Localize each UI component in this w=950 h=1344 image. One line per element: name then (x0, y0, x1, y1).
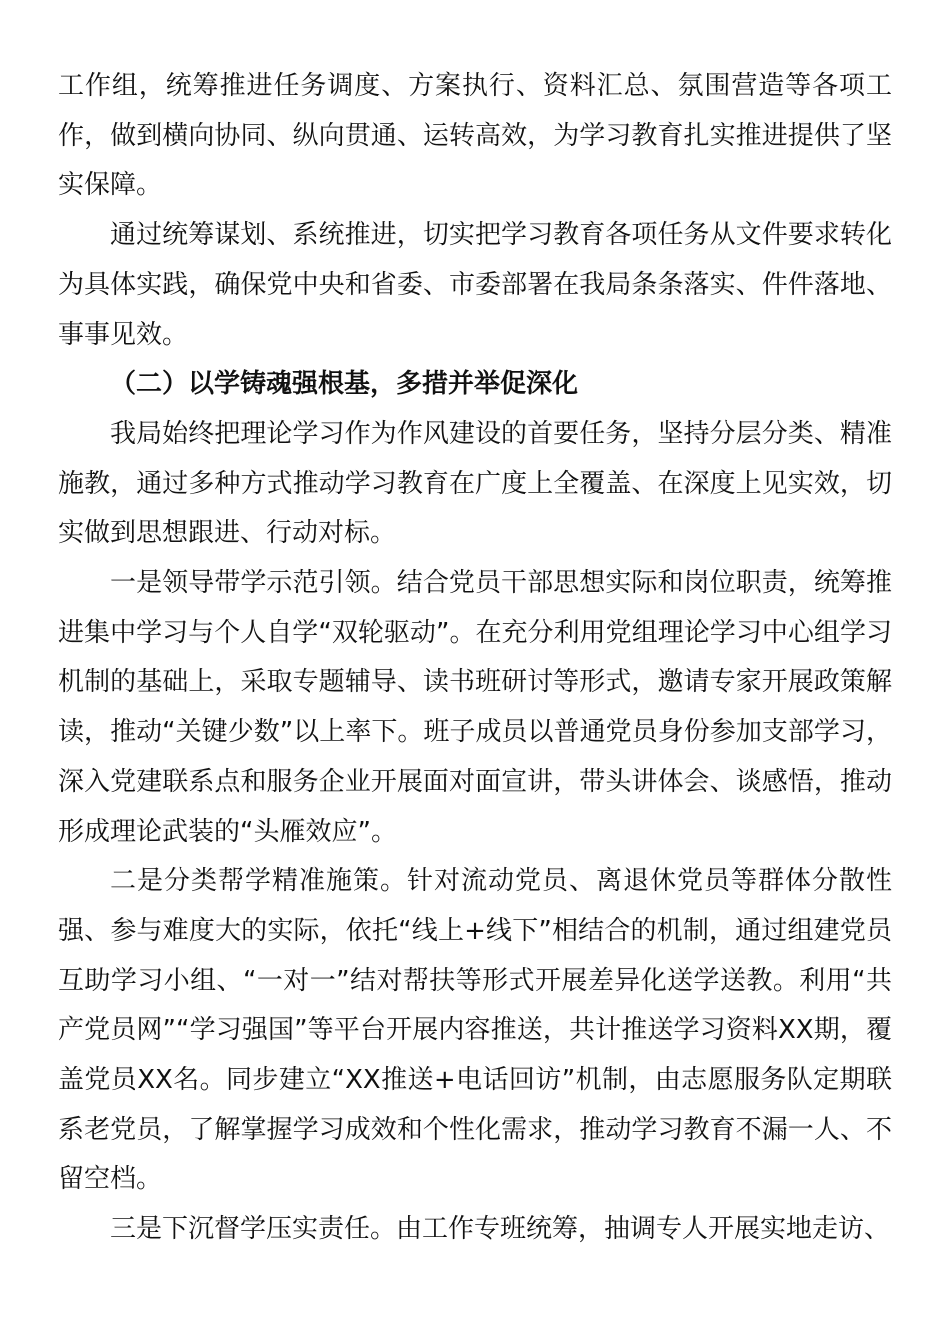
document-body (58, 62, 892, 1255)
paragraph-point-two: 二是分类帮学精准施策。针对流动党员、离退休党员等群体分散性强、参与难度大的实际，依托“线上+线下”相结合的机制，通过组建党员互助学习小组、“一对一”结对帮扶等形式开展差异化送学送教。利用“共产党员网”“学习强国”等平台开展内容推送，共计推送学习资料XX期，覆盖党员XX名。同步建立“XX推送+电话回访”机制，由志愿服务队定期联系老党员，了解掌握学习成效和个性化需求，推动学习教育不漏一人、不留空档。 (58, 866, 892, 1195)
paragraph-summary: 通过统筹谋划、系统推进，切实把学习教育各项任务从文件要求转化为具体实践，确保党中央和省委、市委部署在我局条条落实、件件落地、事事见效。 (58, 220, 892, 350)
paragraph-continuation: 工作组，统筹推进任务调度、方案执行、资料汇总、氛围营造等各项工作，做到横向协同、纵向贯通、运转高效，为学习教育扎实推进提供了坚实保障。 (58, 71, 892, 201)
section-heading: （二）以学铸魂强根基，多措并举促深化 (110, 369, 579, 400)
paragraph-intro: 我局始终把理论学习作为作风建设的首要任务，坚持分层分类、精准施教，通过多种方式推动学习教育在广度上全覆盖、在深度上见实效，切实做到思想跟进、行动对标。 (58, 418, 892, 549)
paragraph-point-one: 一是领导带学示范引领。结合党员干部思想实际和岗位职责，统筹推进集中学习与个人自学“双轮驱动”。在充分利用党组理论学习中心组学习机制的基础上，采取专题辅导、读书班研讨等形式，邀请专家开展政策解读，推动“关键少数”以上率下。班子成员以普通党员身份参加支部学习，深入党建联系点和服务企业开展面对面宣讲，带头讲体会、谈感悟，推动形成理论武装的“头雁效应”。 (58, 568, 892, 847)
paragraph-point-three: 三是下沉督学压实责任。由工作专班统筹，抽调专人开展实地走访、 (110, 1214, 891, 1245)
